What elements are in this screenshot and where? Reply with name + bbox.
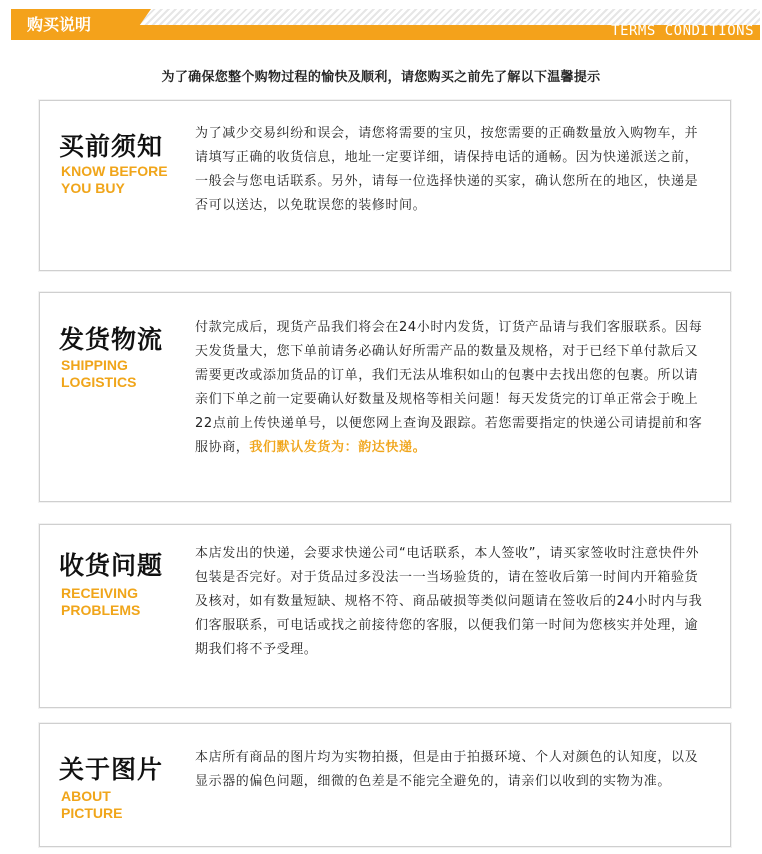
default-courier-highlight: 我们默认发货为：韵达快递。 bbox=[249, 440, 427, 455]
header-title: 购买说明 bbox=[11, 9, 131, 40]
section-body bbox=[195, 316, 710, 460]
section-title-cn: 买前须知 bbox=[59, 132, 164, 161]
section-title-en: ABOUT PICTURE bbox=[61, 788, 123, 821]
section-body: 为了减少交易纠纷和误会，请您将需要的宝贝，按您需要的正确数量放入购物车，并请填写正确的收货信息，地址一定要详细，请保持电话的通畅。因为快递派送之前，一般会与您电话联系。另外，请每一位选择快递的买家，确认您所在的地区，快递是否可以送达，以免耽误您的装修时间。 bbox=[195, 126, 699, 213]
section-know-before-you-buy bbox=[39, 100, 731, 271]
section-title-cn: 收货问题 bbox=[59, 551, 164, 580]
section-title-en: KNOW BEFORE YOU BUY bbox=[61, 163, 168, 196]
header-subtitle: TERMS CONDITIONS bbox=[611, 23, 754, 39]
section-title-en: RECEIVING PROBLEMS bbox=[61, 585, 141, 618]
section-shipping-logistics bbox=[39, 292, 731, 502]
section-body: 本店所有商品的图片均为实物拍摄，但是由于拍摄环境、个人对颜色的认知度，以及显示器的偏色问题，细微的色差是不能完全避免的，请亲们以收到的实物为准。 bbox=[195, 750, 699, 789]
section-body: 本店发出的快递，会要求快递公司“电话联系，本人签收”，请买家签收时注意快件外包装是否完好。对于货品过多没法一一当场验货的，请在签收后第一时间内开箱验货及核对，如有数量短缺、规格不符、商品破损等类似问题请在签收后的24小时内与我们客服联系，可电话或找之前接待您的客服，以便我们第一时间为您核实并处理，逾期我们将不予受理。 bbox=[195, 546, 703, 657]
section-title-cn: 发货物流 bbox=[59, 325, 164, 354]
section-receiving-problems bbox=[39, 524, 731, 708]
section-about-picture bbox=[39, 723, 731, 847]
section-title-cn: 关于图片 bbox=[59, 755, 164, 784]
section-body-text: 付款完成后，现货产品我们将会在24小时内发货，订货产品请与我们客服联系。因每天发货量大，您下单前请务必确认好所需产品的数量及规格，对于已经下单付款后又需要更改或添加货品的订单，我们无法从堆积如山的包裹中去找出您的包裹。所以请亲们下单之前一定要确认好数量及规格等相关问题！每天发货完的订单正常会于晚上22点前上传快递单号，以便您网上查询及跟踪。若您需要指定的快递公司请提前和客服协商， bbox=[195, 320, 703, 455]
section-title-en: SHIPPING LOGISTICS bbox=[61, 357, 137, 390]
header-bar bbox=[11, 9, 760, 40]
intro-text: 为了确保您整个购物过程的愉快及顺利，请您购买之前先了解以下温馨提示 bbox=[161, 70, 601, 85]
